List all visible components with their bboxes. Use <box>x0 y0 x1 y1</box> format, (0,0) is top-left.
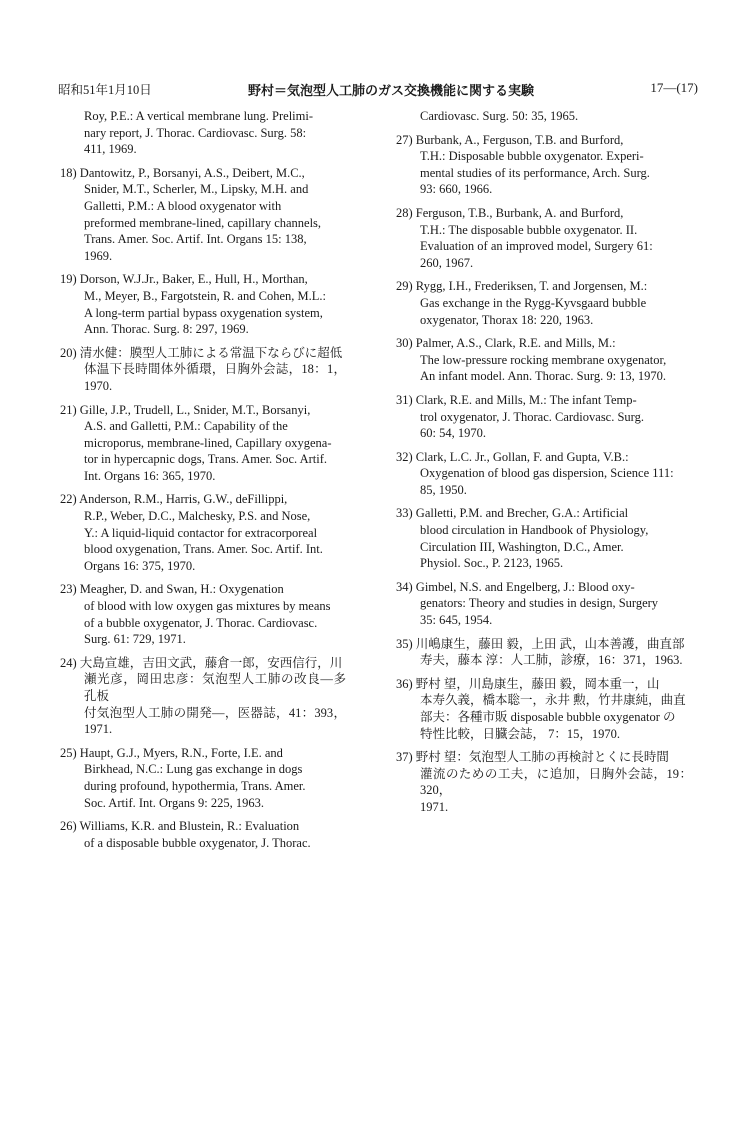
reference-entry: 23) Meagher, D. and Swan, H.: Oxygenation of blood with low oxygen gas mixtures by means of a bubble oxygenator, J. Thorac. Cardiovasc. Surg. 61: 729, 1971. <box>60 582 331 647</box>
reference-entry: 33) Galletti, P.M. and Brecher, G.A.: Artificial blood circulation in Handbook of Physiology, Circulation III, Washington, D.C., Amer. Physiol. Soc., P. 2123, 1965. <box>396 506 649 571</box>
reference-entry: 30) Palmer, A.S., Clark, R.E. and Mills, M.: The low-pressure rocking membrane oxygenator, An infant model. Ann. Thorac. Surg. 9: 13, 1970. <box>396 336 667 384</box>
running-header <box>58 80 698 102</box>
reference-entry: 18) Dantowitz, P., Borsanyi, A.S., Deibert, M.C., Snider, M.T., Scherler, M., Lipsky, M.H. and Galletti, P.M.: A blood oxygenator with preformed membrane-lined, capillary channels, Trans. Amer. Soc. Artif. Int. Organs 15: 138, 1969. <box>60 165 322 263</box>
reference-entry: 21) Gille, J.P., Trudell, L., Snider, M.T., Borsanyi, A.S. and Galletti, P.M.: Capability of the microporus, membrane-lined, Capillary oxygena- tor in hypercapnic dogs, Trans. Amer. Soc. Artif. Int. Organs 16: 365, 1970. <box>60 402 332 483</box>
reference-entry: 27) Burbank, A., Ferguson, T.B. and Burford, T.H.: Disposable bubble oxygenator. Experi- mental studies of its performance, Arch. Surg. 93: 660, 1966. <box>396 132 650 197</box>
reference-entry: 34) Gimbel, N.S. and Engelberg, J.: Blood oxy- genators: Theory and studies in design, Surgery 35: 645, 1954. <box>396 579 659 628</box>
reference-entry: 20) 清水健：膜型人工肺による常温下ならびに超低 体温下長時間体外循環，日胸外会誌，18：1，1970. <box>60 345 346 393</box>
reference-entry: 36) 野村 望，川島康生，藤田 毅，岡本重一，山 本寿久義，橋本聡一，永井 勲，竹井康純，曲直 部夫：各種市販 disposable bubble oxygenator の 特性比較，日臓会誌， 7：15，1970. <box>396 676 686 741</box>
reference-entry: 32) Clark, L.C. Jr., Gollan, F. and Gupta, V.B.: Oxygenation of blood gas dispersion, Science 111: 85, 1950. <box>396 449 674 497</box>
reference-entry: 28) Ferguson, T.B., Burbank, A. and Burford, T.H.: The disposable bubble oxygenator. II. Evaluation of an improved model, Surgery 61: 260, 1967. <box>396 205 653 270</box>
reference-entry: 25) Haupt, G.J., Myers, R.N., Forte, I.E. and Birkhead, N.C.: Lung gas exchange in dogs during profound, hypothermia, Trans. Amer. Soc. Artif. Int. Organs 9: 225, 1963. <box>60 745 306 810</box>
references-left-column <box>60 108 346 858</box>
header-date: 昭和51年1月10日 <box>58 83 152 97</box>
reference-entry: 35) 川嶋康生，藤田 毅，上田 武，山本善護，曲直部 寿夫，藤本 淳：人工肺，診療，16：371，1963. <box>396 636 685 668</box>
reference-entry: 37) 野村 望：気泡型人工肺の再検討とくに長時間 灌流のための工夫，に追加，日胸外会誌，19：320， 1971. <box>396 750 692 814</box>
reference-entry: Roy, P.E.: A vertical membrane lung. Prelimi- nary report, J. Thorac. Cardiovasc. Surg. 58: 411, 1969. <box>84 109 314 157</box>
header-title: 野村＝気泡型人工肺のガス交換機能に関する実験 <box>248 83 535 98</box>
reference-entry: 31) Clark, R.E. and Mills, M.: The infant Temp- trol oxygenator, J. Thorac. Cardiovasc. Surg. 60: 54, 1970. <box>396 392 644 441</box>
header-page-number: 17—(17) <box>650 80 698 95</box>
reference-entry: 19) Dorson, W.J.Jr., Baker, E., Hull, H., Morthan, M., Meyer, B., Fargotstein, R. and Cohen, M.L.: A long-term partial bypass oxygenation system, Ann. Thorac. Surg. 8: 297, 1969. <box>60 272 326 337</box>
reference-entry: 26) Williams, K.R. and Blustein, R.: Evaluation of a disposable bubble oxygenator, J. Thorac. <box>60 819 311 850</box>
reference-entry: Cardiovasc. Surg. 50: 35, 1965. <box>420 109 579 123</box>
references-right-column <box>396 108 692 823</box>
reference-entry: 24) 大島宣雄，吉田文武，藤倉一郎，安西信行，川 瀬光彦，岡田忠彦：気泡型人工肺の改良―多孔板 付気泡型人工肺の開発―，医器誌，41：393，1971. <box>60 655 346 737</box>
reference-entry: 22) Anderson, R.M., Harris, G.W., deFillippi, R.P., Weber, D.C., Malchesky, P.S. and Nose, Y.: A liquid-liquid contactor for extracorporeal blood oxygenation, Trans. Amer. Soc. Artif. Int. Organs 16: 375, 1970. <box>60 492 323 573</box>
reference-entry: 29) Rygg, I.H., Frederiksen, T. and Jorgensen, M.: Gas exchange in the Rygg-Kyvsgaard bubble oxygenator, Thorax 18: 220, 1963. <box>396 279 648 327</box>
